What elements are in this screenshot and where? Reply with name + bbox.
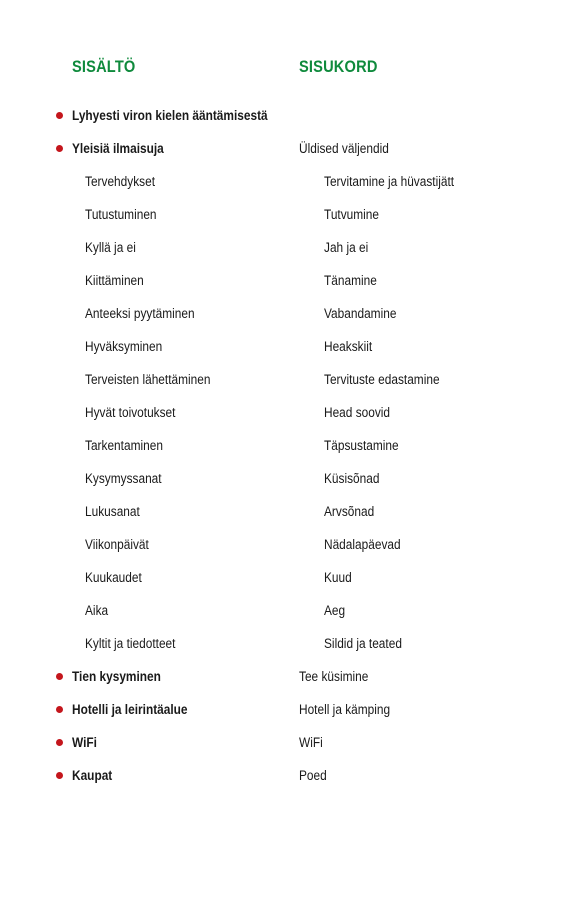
estonian-entry: Tee küsimine [299, 669, 369, 684]
toc-subsection-row [0, 198, 563, 231]
estonian-entry: Nädalapäevad [324, 537, 401, 552]
bullet-icon [56, 739, 63, 746]
finnish-entry: Kysymyssanat [85, 471, 162, 486]
finnish-entry: Tien kysyminen [72, 669, 161, 684]
finnish-entry: WiFi [72, 735, 97, 750]
estonian-entry: Tänamine [324, 273, 377, 288]
estonian-entry: WiFi [299, 735, 323, 750]
finnish-entry: Kyltit ja tiedotteet [85, 636, 176, 651]
toc-subsection-row [0, 495, 563, 528]
finnish-entry: Anteeksi pyytäminen [85, 306, 195, 321]
toc-subsection-row [0, 297, 563, 330]
finnish-entry: Kiittäminen [85, 273, 144, 288]
toc-section-row [0, 726, 563, 759]
bullet-icon [56, 145, 63, 152]
toc-subsection-row [0, 231, 563, 264]
toc-subsection-row [0, 594, 563, 627]
toc-section-row [0, 660, 563, 693]
toc-subsection-row [0, 429, 563, 462]
bullet-icon [56, 772, 63, 779]
bullet-icon [56, 673, 63, 680]
finnish-entry: Kaupat [72, 768, 113, 783]
toc-subsection-row [0, 264, 563, 297]
finnish-entry: Tarkentaminen [85, 438, 163, 453]
estonian-entry: Poed [299, 768, 327, 783]
toc-subsection-row [0, 330, 563, 363]
estonian-entry: Küsisõnad [324, 471, 380, 486]
toc-subsection-row [0, 462, 563, 495]
finnish-entry: Tervehdykset [85, 174, 156, 189]
finnish-entry: Viikonpäivät [85, 537, 149, 552]
finnish-heading: SISÄLTÖ [72, 57, 136, 76]
toc-section-row [0, 99, 563, 132]
estonian-entry: Tervituste edastamine [324, 372, 440, 387]
estonian-entry: Tervitamine ja hüvastijätt [324, 174, 455, 189]
toc-subsection-row [0, 561, 563, 594]
estonian-entry: Üldised väljendid [299, 141, 389, 156]
finnish-entry: Tutustuminen [85, 207, 157, 222]
finnish-entry: Hyväksyminen [85, 339, 163, 354]
finnish-entry: Kyllä ja ei [85, 240, 136, 255]
toc-section-row [0, 693, 563, 726]
toc-subsection-row [0, 396, 563, 429]
estonian-entry: Tutvumine [324, 207, 380, 222]
finnish-entry: Aika [85, 603, 109, 618]
bullet-icon [56, 112, 63, 119]
estonian-entry: Jah ja ei [324, 240, 369, 255]
toc-subsection-row [0, 528, 563, 561]
estonian-entry: Sildid ja teated [324, 636, 402, 651]
toc-section-row [0, 132, 563, 165]
toc-subsection-row [0, 363, 563, 396]
estonian-entry: Kuud [324, 570, 352, 585]
bullet-icon [56, 706, 63, 713]
estonian-entry: Aeg [324, 603, 346, 618]
finnish-entry: Lukusanat [85, 504, 140, 519]
estonian-heading: SISUKORD [299, 57, 378, 76]
estonian-entry: Vabandamine [324, 306, 397, 321]
toc-section-row [0, 759, 563, 792]
estonian-entry: Hotell ja kämping [299, 702, 391, 717]
finnish-entry: Hyvät toivotukset [85, 405, 176, 420]
estonian-entry: Heakskiit [324, 339, 373, 354]
finnish-entry: Kuukaudet [85, 570, 142, 585]
finnish-entry: Hotelli ja leirintäalue [72, 702, 188, 717]
finnish-entry: Yleisiä ilmaisuja [72, 141, 164, 156]
toc-subsection-row [0, 165, 563, 198]
estonian-entry: Täpsustamine [324, 438, 399, 453]
estonian-entry: Arvsõnad [324, 504, 375, 519]
finnish-entry: Lyhyesti viron kielen ääntämisestä [72, 108, 268, 123]
toc-subsection-row [0, 627, 563, 660]
estonian-entry: Head soovid [324, 405, 391, 420]
finnish-entry: Terveisten lähettäminen [85, 372, 211, 387]
